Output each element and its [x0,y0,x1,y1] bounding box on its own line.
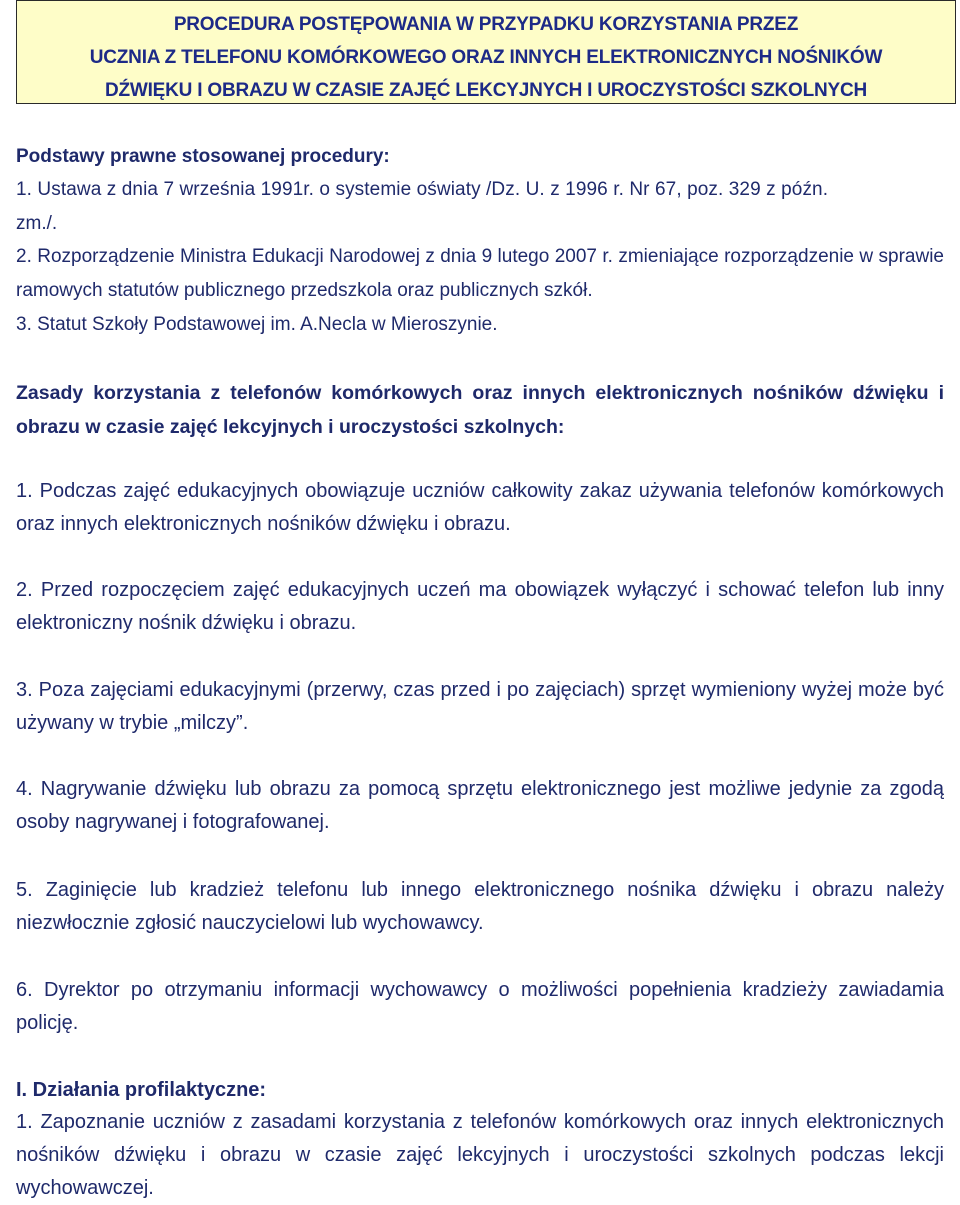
legal-basis-item-2: 2. Rozporządzenie Ministra Edukacji Narodowej z dnia 9 lutego 2007 r. zmieniające rozporządzenie w sprawie ramowych statutów publicznego przedszkola oraz publicznych szkół. [16,246,944,301]
rules-heading: Zasady korzystania z telefonów komórkowych oraz innych elektronicznych nośników dźwięku i obrazu w czasie zajęć lekcyjnych i uroczystości szkolnych: [16,382,944,438]
rule-item-3: 3. Poza zajęciami edukacyjnymi (przerwy, czas przed i po zajęciach) sprzęt wymieniony wyżej może być używany w trybie „milczy”. [16,679,944,734]
legal-basis-item-1-line-2: zm./. [16,213,58,234]
legal-basis-item-3: 3. Statut Szkoły Podstawowej im. A.Necla w Mieroszynie. [16,314,498,335]
title-line-1: PROCEDURA POSTĘPOWANIA W PRZYPADKU KORZYSTANIA PRZEZ [173,14,799,35]
title-line-2: UCZNIA Z TELEFONU KOMÓRKOWEGO ORAZ INNYCH ELEKTRONICZNYCH NOŚNIKÓW [89,47,883,68]
prevention-item-1: 1. Zapoznanie uczniów z zasadami korzystania z telefonów komórkowych oraz innych elektronicznych nośników dźwięku i obrazu w czasie zajęć lekcyjnych i uroczystości szkolnych podczas lekcji wychowawczej. [16,1111,944,1199]
legal-basis-item-1-line-1: 1. Ustawa z dnia 7 września 1991r. o systemie oświaty /Dz. U. z 1996 r. Nr 67, poz. 329 z późn. [16,179,829,200]
rule-item-4: 4. Nagrywanie dźwięku lub obrazu za pomocą sprzętu elektronicznego jest możliwe jedynie za zgodą osoby nagrywanej i fotografowanej. [16,778,944,833]
legal-basis-heading: Podstawy prawne stosowanej procedury: [16,146,390,167]
rule-item-5: 5. Zaginięcie lub kradzież telefonu lub innego elektronicznego nośnika dźwięku i obrazu należy niezwłocznie zgłosić nauczycielowi lub wychowawcy. [16,879,944,934]
title-line-3: DŹWIĘKU I OBRAZU W CZASIE ZAJĘĆ LEKCYJNYCH I UROCZYSTOŚCI SZKOLNYCH [104,80,868,101]
rule-item-6: 6. Dyrektor po otrzymaniu informacji wychowawcy o możliwości popełnienia kradzieży zawiadamia policję. [16,979,944,1034]
rule-item-1: 1. Podczas zajęć edukacyjnych obowiązuje uczniów całkowity zakaz używania telefonów komórkowych oraz innych elektronicznych nośników dźwięku i obrazu. [16,480,944,535]
rule-item-2: 2. Przed rozpoczęciem zajęć edukacyjnych uczeń ma obowiązek wyłączyć i schować telefon lub inny elektroniczny nośnik dźwięku i obrazu. [16,579,944,634]
title-box [16,0,956,104]
prevention-heading: I. Działania profilaktyczne: [16,1079,267,1101]
